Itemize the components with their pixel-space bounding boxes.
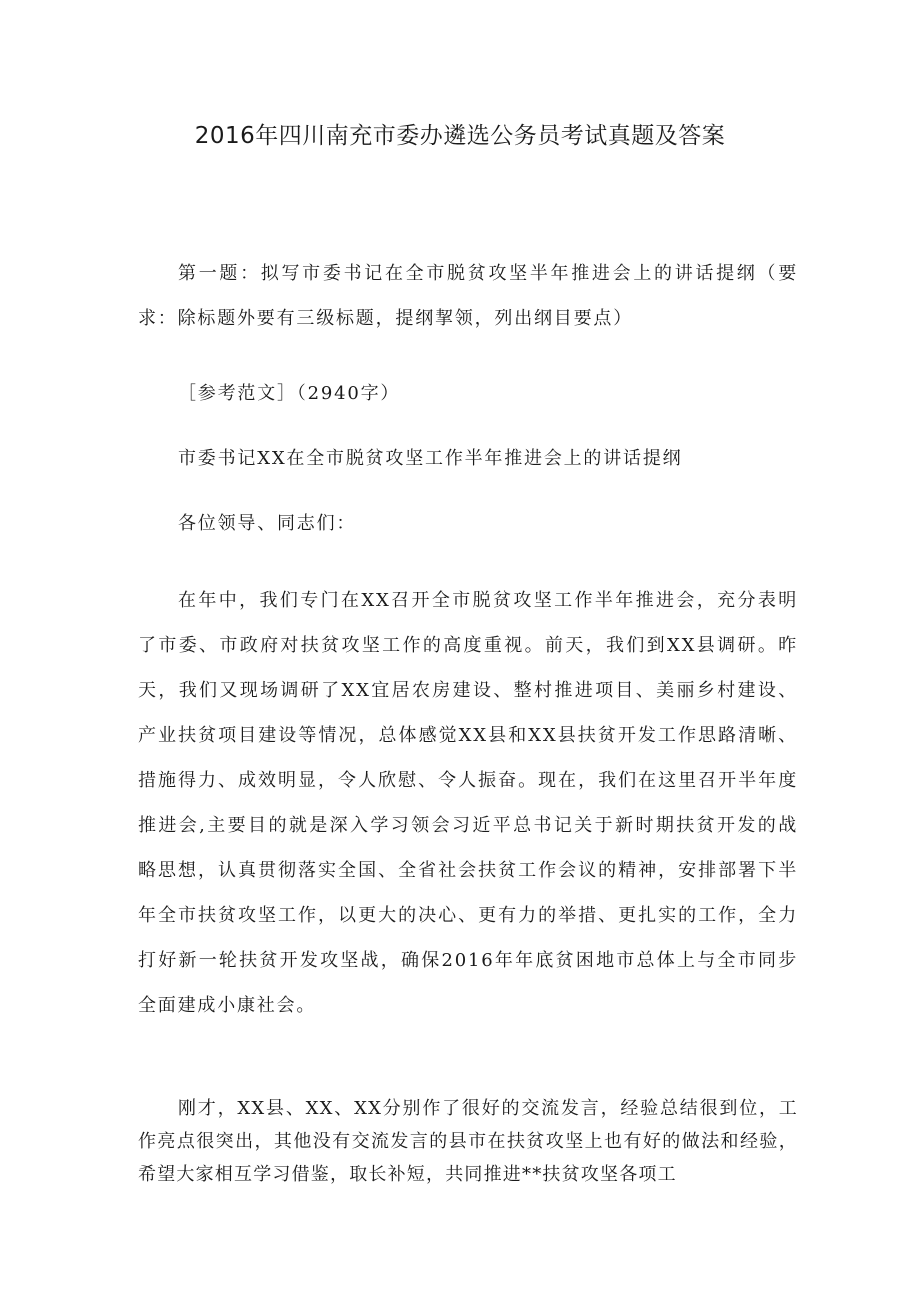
- body-paragraph: 在年中，我们专门在XX召开全市脱贫攻坚工作半年推进会，充分表明了市委、市政府对扶贫攻坚工作的高度重视。前天，我们到XX县调研。昨天，我们又现场调研了XX宜居农房建设、整村推进项目、美丽乡村建设、产业扶贫项目建设等情况，总体感觉XX县和XX县扶贫开发工作思路清晰、措施得力、成效明显，令人欣慰、令人振奋。现在，我们在这里召开半年度推进会,主要目的就是深入学习领会习近平总书记关于新时期扶贫开发的战略思想，认真贯彻落实全国、全省社会扶贫工作会议的精神，安排部署下半年全市扶贫攻坚工作，以更大的决心、更有力的举措、更扎实的工作，全力打好新一轮扶贫开发攻坚战，确保2016年年底贫困地市总体上与全市同步全面建成小康社会。: [138, 590, 798, 1016]
- question-paragraph: 第一题：拟写市委书记在全市脱贫攻坚半年推进会上的讲话提纲（要求：除标题外要有三级标题，提纲挈领，列出纲目要点）: [138, 263, 798, 329]
- document-title: 2016年四川南充市委办遴选公务员考试真题及答案: [194, 123, 726, 149]
- reference-label: ［参考范文］（2940字）: [178, 383, 401, 404]
- body-paragraph: 刚才，XX县、XX、XX分别作了很好的交流发言，经验总结很到位，工作亮点很突出，其他没有交流发言的县市在扶贫攻坚上也有好的做法和经验，希望大家相互学习借鉴，取长补短，共同推进**扶贫攻坚各项工: [138, 1098, 798, 1185]
- speech-title: 市委书记XX在全市脱贫攻坚工作半年推进会上的讲话提纲: [178, 448, 683, 469]
- greeting: 各位领导、同志们：: [178, 513, 357, 534]
